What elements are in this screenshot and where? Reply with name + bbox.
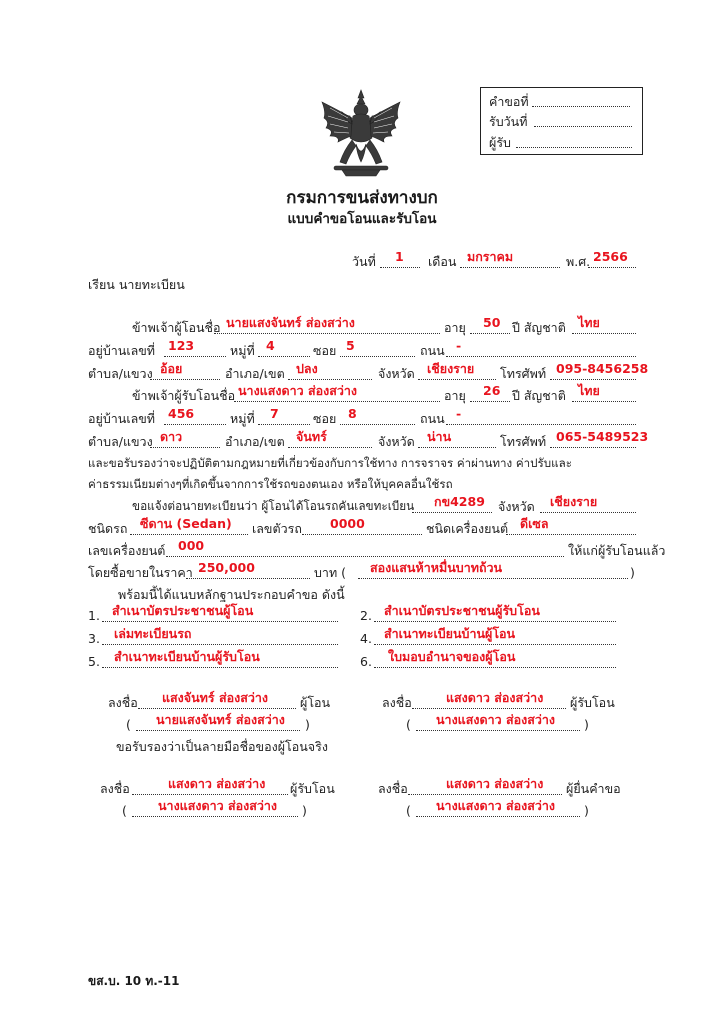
transferor-signature[interactable]: แสงจันทร์ ส่องสว่าง <box>162 690 268 705</box>
certify-text: ขอรับรองว่าเป็นลายมือชื่อของผู้โอนจริง <box>116 739 328 754</box>
certifier-printed-name[interactable]: นางแสงดาว ส่องสว่าง <box>158 798 277 813</box>
vehicle-intro-label: ขอแจ้งต่อนายทะเบียนว่า ผู้โอนได้โอนรถคันเลขทะเบียน <box>132 499 415 513</box>
transferor-printed-name[interactable]: นายแสงจันทร์ ส่องสว่าง <box>156 712 285 727</box>
transferee-name-value[interactable]: นางแสงดาว ส่องสว่าง <box>238 383 357 398</box>
transferor-role: ผู้โอน <box>300 695 331 710</box>
transferee-subdistrict-label: ตำบล/แขวง <box>88 434 153 449</box>
form-title: แบบคำขอโอนและรับโอน <box>287 211 437 227</box>
transferee-phone-label: โทรศัพท์ <box>500 434 547 449</box>
plate-dots <box>412 512 492 513</box>
month-label: เดือน <box>428 254 457 269</box>
price-dots <box>186 578 310 579</box>
transferee-phone-dots <box>550 447 636 448</box>
transferor-subdistrict-value[interactable]: อ้อย <box>160 361 183 376</box>
vehicle-province-dots <box>540 512 636 513</box>
transferor-close-paren: ) <box>305 717 310 732</box>
month-dots <box>460 267 560 268</box>
transferor-moo-dots <box>258 356 310 357</box>
certifier-name-print-dots <box>132 816 298 817</box>
engine-no-value[interactable]: 000 <box>178 538 205 553</box>
transferee-house-value[interactable]: 456 <box>168 406 195 421</box>
receiver-label: ผู้รับ <box>489 135 511 150</box>
transferee-age-label: อายุ <box>444 388 466 403</box>
transferor-house-value[interactable]: 123 <box>168 338 195 353</box>
transferor-house-label: อยู่บ้านเลขที่ <box>88 343 156 358</box>
attachment-no-4: 4. <box>360 631 372 646</box>
receiver-field[interactable] <box>516 147 632 148</box>
transferee-district-value[interactable]: จันทร์ <box>296 429 327 444</box>
received-date-label: รับวันที่ <box>489 114 528 129</box>
price-words-value[interactable]: สองแสนห้าหมื่นบาทถ้วน <box>370 560 503 575</box>
transferor-age-dots <box>470 333 510 334</box>
garuda-emblem-icon <box>318 88 404 180</box>
transferor-name-label: ข้าพเจ้าผู้โอนชื่อ <box>132 320 221 335</box>
transferee-house-label: อยู่บ้านเลขที่ <box>88 411 156 426</box>
transferor-sign-dots <box>138 708 296 709</box>
month-value[interactable]: มกราคม <box>467 249 514 264</box>
transferor-province-dots <box>418 379 496 380</box>
received-date-field[interactable] <box>534 126 632 127</box>
applicant-printed-name[interactable]: นางแสงดาว ส่องสว่าง <box>436 798 555 813</box>
transferor-nationality-label: ปี สัญชาติ <box>512 320 566 335</box>
certifier-role: ผู้รับโอน <box>290 781 335 796</box>
transferor-moo-label: หมู่ที่ <box>230 343 255 358</box>
attachment-item-2[interactable]: สำเนาบัตรประชาชนผู้รับโอน <box>384 603 540 618</box>
transferee-road-value[interactable]: - <box>456 406 462 421</box>
attachment-no-1: 1. <box>88 608 100 623</box>
transferee-moo-value[interactable]: 7 <box>270 406 279 421</box>
transferee-moo-label: หมู่ที่ <box>230 411 255 426</box>
transferee-nationality-label: ปี สัญชาติ <box>512 388 566 403</box>
declaration-line-2: ค่าธรรมเนียมต่างๆที่เกิดขึ้นจากการใช้รถของตนเอง หรือให้บุคคลอื่นใช้รถ <box>88 477 453 491</box>
attachment-dots-3 <box>102 644 338 645</box>
certifier-sign-label: ลงชื่อ <box>100 781 130 796</box>
transferor-open-paren: ( <box>126 717 131 732</box>
transferee-subdistrict-dots <box>150 447 220 448</box>
transferor-sign-label: ลงชื่อ <box>108 695 138 710</box>
transferor-house-dots <box>164 356 226 357</box>
attachment-no-6: 6. <box>360 654 372 669</box>
attachment-no-5: 5. <box>88 654 100 669</box>
transferor-nationality-value[interactable]: ไทย <box>578 315 600 330</box>
transferee-soi-dots <box>340 424 415 425</box>
applicant-role: ผู้ยื่นคำขอ <box>566 781 621 796</box>
transferor-subdistrict-dots <box>150 379 220 380</box>
transferor-age-label: อายุ <box>444 320 466 335</box>
transferor-phone-label: โทรศัพท์ <box>500 366 547 381</box>
transferee-open-paren: ( <box>406 717 411 732</box>
certifier-close-paren: ) <box>302 803 307 818</box>
plate-value[interactable]: กข4289 <box>434 494 485 509</box>
transferor-soi-value[interactable]: 5 <box>346 338 355 353</box>
attachment-item-1[interactable]: สำเนาบัตรประชาชนผู้โอน <box>112 603 254 618</box>
transferor-nationality-dots <box>572 333 636 334</box>
attachment-item-4[interactable]: สำเนาทะเบียนบ้านผู้โอน <box>384 626 516 641</box>
request-no-label: คำขอที่ <box>489 94 529 109</box>
baht-label: บาท ( <box>314 565 347 580</box>
price-value[interactable]: 250,000 <box>198 560 255 575</box>
vehicle-type-value[interactable]: ซีดาน (Sedan) <box>140 516 232 531</box>
day-label: วันที่ <box>352 254 376 269</box>
price-words-dots <box>358 578 628 579</box>
transferee-moo-dots <box>258 424 310 425</box>
transferee-district-dots <box>288 447 372 448</box>
engine-type-value[interactable]: ดีเซล <box>520 516 549 531</box>
chassis-dots <box>302 534 422 535</box>
engine-type-label: ชนิดเครื่องยนต์ <box>426 521 509 536</box>
transferee-name-dots <box>234 401 440 402</box>
transferee-district-label: อำเภอ/เขต <box>225 434 285 449</box>
certifier-sign-dots <box>132 794 288 795</box>
vehicle-province-label: จังหวัด <box>498 499 535 514</box>
attachment-item-5[interactable]: สำเนาทะเบียนบ้านผู้รับโอน <box>114 649 260 664</box>
transferor-province-label: จังหวัด <box>378 366 415 381</box>
transferee-name-label: ข้าพเจ้าผู้รับโอนชื่อ <box>132 388 236 403</box>
transferor-road-label: ถนน <box>420 343 445 358</box>
transferor-soi-dots <box>340 356 415 357</box>
applicant-name-print-dots <box>416 816 580 817</box>
transferee-province-value[interactable]: น่าน <box>427 429 452 444</box>
transferor-province-value[interactable]: เชียงราย <box>427 361 475 376</box>
attachment-dots-6 <box>374 667 616 668</box>
transferor-age-value[interactable]: 50 <box>483 315 501 330</box>
transferee-close-paren: ) <box>584 717 589 732</box>
transferee-phone-value[interactable]: 065-5489523 <box>556 429 649 444</box>
transferor-name-value[interactable]: นายแสงจันทร์ ส่องสว่าง <box>226 315 355 330</box>
transferor-road-dots <box>446 356 636 357</box>
transferee-road-dots <box>446 424 636 425</box>
applicant-close-paren: ) <box>584 803 589 818</box>
transferee-signature[interactable]: แสงดาว ส่องสว่าง <box>446 690 544 705</box>
chassis-label: เลขตัวรถ <box>252 521 302 536</box>
declaration-line-1: และขอรับรองว่าจะปฏิบัติตามกฎหมายที่เกี่ยวข้องกับการใช้ทาง การจราจร ค่าผ่านทาง ค่าปรับและ <box>88 456 572 470</box>
transferee-province-label: จังหวัด <box>378 434 415 449</box>
year-dots <box>588 267 636 268</box>
attachment-dots-5 <box>102 667 338 668</box>
vehicle-type-label: ชนิดรถ <box>88 521 128 536</box>
certifier-open-paren: ( <box>122 803 127 818</box>
price-label: โดยซื้อขายในราคา <box>88 565 193 580</box>
department-title: กรมการขนส่งทางบก <box>286 188 438 208</box>
transferor-phone-dots <box>550 379 636 380</box>
transferee-sign-dots <box>412 708 566 709</box>
transferee-sign-label: ลงชื่อ <box>382 695 412 710</box>
applicant-sign-label: ลงชื่อ <box>378 781 408 796</box>
attachment-no-2: 2. <box>360 608 372 623</box>
transferee-name-print-dots <box>416 730 580 731</box>
transferee-subdistrict-value[interactable]: ดาว <box>160 429 183 444</box>
price-close-paren: ) <box>630 565 635 580</box>
transferee-age-dots <box>470 401 510 402</box>
day-value[interactable]: 1 <box>395 249 404 264</box>
engine-no-label: เลขเครื่องยนต์ <box>88 543 166 558</box>
attachments-intro: พร้อมนี้ได้แนบหลักฐานประกอบคำขอ ดังนี้ <box>118 587 345 602</box>
transferee-role: ผู้รับโอน <box>570 695 615 710</box>
transferor-moo-value[interactable]: 4 <box>266 338 275 353</box>
transferee-province-dots <box>418 447 496 448</box>
transferor-soi-label: ซอย <box>313 343 337 358</box>
transferor-name-print-dots <box>136 730 300 731</box>
vehicle-province-value[interactable]: เชียงราย <box>550 494 598 509</box>
attachment-no-3: 3. <box>88 631 100 646</box>
applicant-sign-dots <box>408 794 562 795</box>
engine-type-dots <box>506 534 636 535</box>
transferor-district-dots <box>288 379 372 380</box>
attachment-item-6[interactable]: ใบมอบอำนาจของผู้โอน <box>388 649 516 664</box>
transferor-road-value[interactable]: - <box>456 338 462 353</box>
transferee-house-dots <box>164 424 226 425</box>
salutation: เรียน นายทะเบียน <box>88 277 185 292</box>
attachment-dots-2 <box>374 621 616 622</box>
transferee-nationality-value[interactable]: ไทย <box>578 383 600 398</box>
transferor-phone-value[interactable]: 095-8456258 <box>556 361 649 376</box>
chassis-value[interactable]: 0000 <box>330 516 365 531</box>
attachment-item-3[interactable]: เล่มทะเบียนรถ <box>114 626 192 641</box>
transferee-nationality-dots <box>572 401 636 402</box>
transferor-name-dots <box>214 333 440 334</box>
attachment-dots-1 <box>102 621 338 622</box>
engine-no-dots <box>166 556 564 557</box>
day-dots <box>380 267 420 268</box>
form-code: ขส.บ. 10 ท.-11 <box>88 974 180 988</box>
applicant-signature[interactable]: แสงดาว ส่องสว่าง <box>446 776 544 791</box>
transferor-district-label: อำเภอ/เขต <box>225 366 285 381</box>
transferee-road-label: ถนน <box>420 411 445 426</box>
transferee-printed-name[interactable]: นางแสงดาว ส่องสว่าง <box>436 712 555 727</box>
to-transferee-label: ให้แก่ผู้รับโอนแล้ว <box>568 543 666 558</box>
year-value[interactable]: 2566 <box>593 249 628 264</box>
request-no-field[interactable] <box>532 106 630 107</box>
transferee-soi-value[interactable]: 8 <box>348 406 357 421</box>
transferor-subdistrict-label: ตำบล/แขวง <box>88 366 153 381</box>
year-label: พ.ศ. <box>566 254 591 269</box>
transferee-age-value[interactable]: 26 <box>483 383 501 398</box>
vehicle-type-dots <box>130 534 248 535</box>
attachment-dots-4 <box>374 644 616 645</box>
certifier-signature[interactable]: แสงดาว ส่องสว่าง <box>168 776 266 791</box>
applicant-open-paren: ( <box>406 803 411 818</box>
transferor-district-value[interactable]: ปลง <box>296 361 318 376</box>
transferee-soi-label: ซอย <box>313 411 337 426</box>
